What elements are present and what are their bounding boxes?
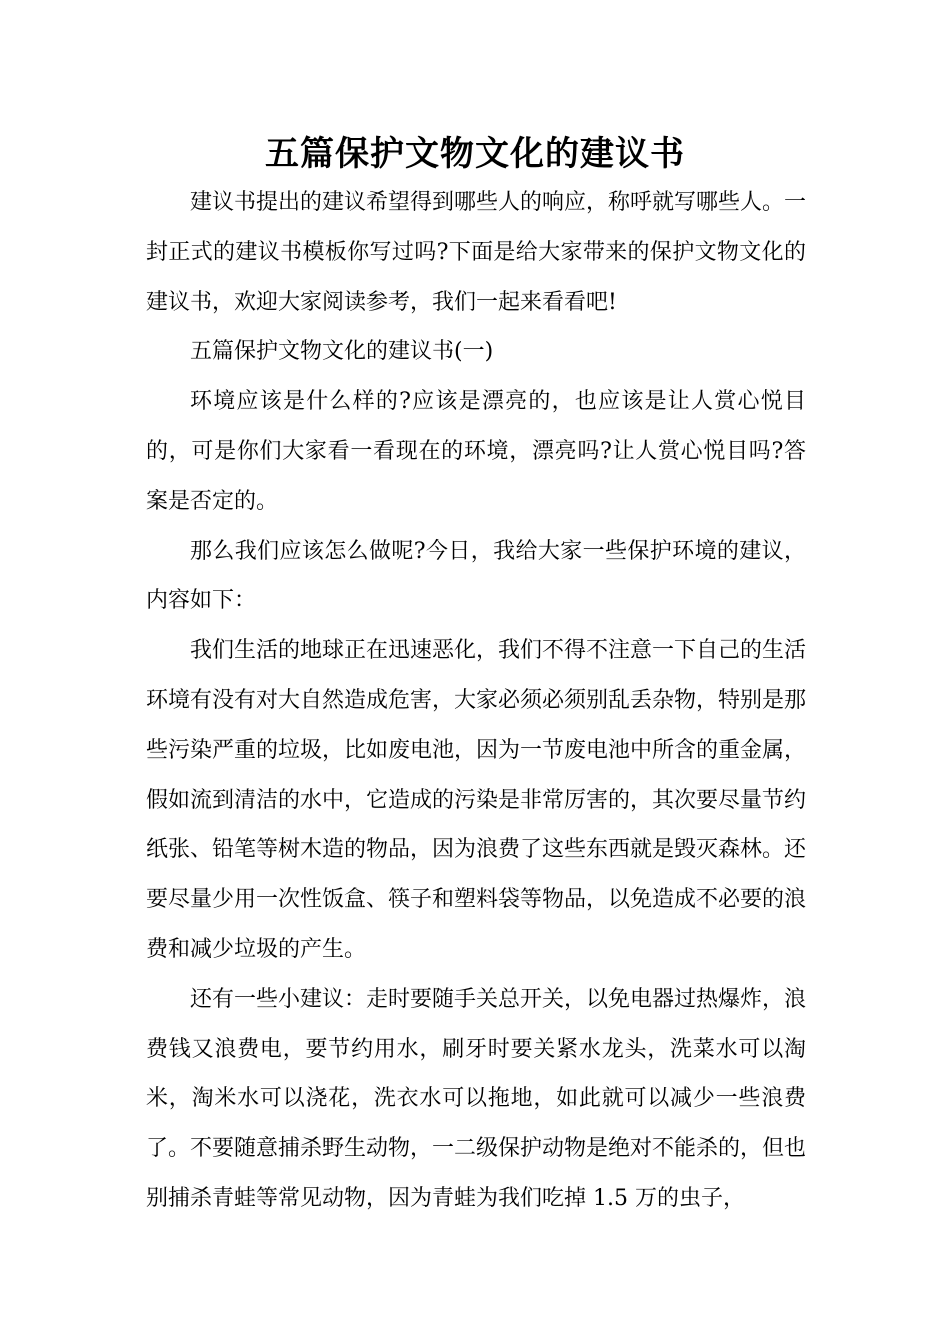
paragraph: 环境应该是什么样的?应该是漂亮的，也应该是让人赏心悦目的，可是你们大家看一看现在的环境，漂亮吗?让人赏心悦目吗?答案是否定的。 — [146, 389, 806, 514]
document-body — [146, 178, 806, 1224]
paragraph-intro: 建议书提出的建议希望得到哪些人的响应，称呼就写哪些人。一封正式的建议书模板你写过吗?下面是给大家带来的保护文物文化的建议书，欢迎大家阅读参考，我们一起来看看吧! — [146, 190, 807, 315]
paragraph: 我们生活的地球正在迅速恶化，我们不得不注意一下自己的生活环境有没有对大自然造成危害，大家必须必须别乱丢杂物，特别是那些污染严重的垃圾，比如废电池，因为一节废电池中所含的重金属，假如流到清洁的水中，它造成的污染是非常厉害的，其次要尽量节约纸张、铅笔等树木造的物品，因为浪费了这些东西就是毁灭森林。还要尽量少用一次性饭盒、筷子和塑料袋等物品，以免造成不必要的浪费和减少垃圾的产生。 — [146, 638, 807, 962]
paragraph: 还有一些小建议：走时要随手关总开关，以免电器过热爆炸，浪费钱又浪费电，要节约用水，刷牙时要关紧水龙头，洗菜水可以淘米，淘米水可以浇花，洗衣水可以拖地，如此就可以减少一些浪费了。不要随意捕杀野生动物，一二级保护动物是绝对不能杀的，但也别捕杀青蛙等常见动物，因为青蛙为我们吃掉 1.5 万的虫子， — [146, 986, 807, 1211]
document-title: 五篇保护文物文化的建议书 — [265, 134, 685, 174]
section-heading: 五篇保护文物文化的建议书(一) — [190, 339, 494, 365]
paragraph: 那么我们应该怎么做呢?今日，我给大家一些保护环境的建议，内容如下： — [146, 538, 806, 614]
